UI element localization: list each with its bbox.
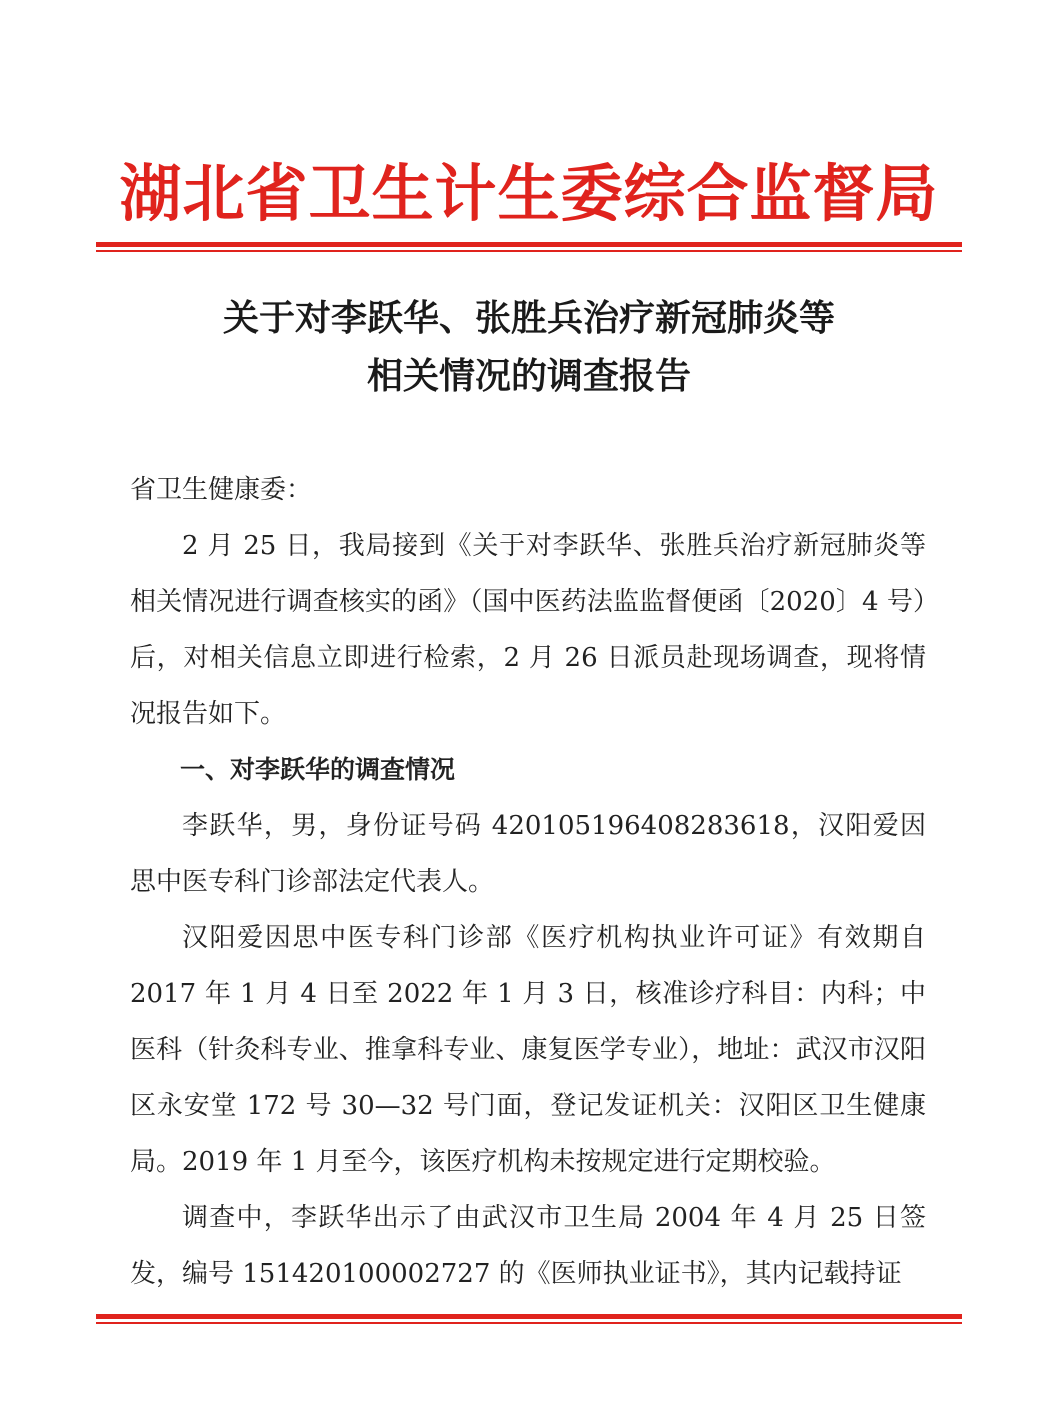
report-title-line-2: 相关情况的调查报告 bbox=[366, 356, 691, 397]
report-body bbox=[130, 462, 926, 1302]
section-heading-li-yuehua: 一、对李跃华的调查情况 bbox=[180, 755, 456, 784]
body-paragraph-certificate: 调查中，李跃华出示了由武汉市卫生局 2004 年 4 月 25 日签发，编号 151420100002727 的《医师执业证书》，其内记载持证 bbox=[130, 1203, 926, 1289]
header-rule-thin-line bbox=[96, 250, 962, 252]
organization-masthead: 湖北省卫生计生委综合监督局 bbox=[119, 157, 939, 230]
salutation: 省卫生健康委： bbox=[130, 475, 313, 505]
header-red-rule bbox=[96, 242, 962, 252]
footer-red-rule bbox=[96, 1314, 962, 1324]
footer-rule-thick-line bbox=[96, 1314, 962, 1319]
footer-rule-thin-line bbox=[96, 1322, 962, 1324]
body-paragraph-intro: 2 月 25 日，我局接到《关于对李跃华、张胜兵治疗新冠肺炎等相关情况进行调查核实的函》（国中医药法监监督便函〔2020〕4 号）后，对相关信息立即进行检索，2 月 26 日派员赴现场调查，现将情况报告如下。 bbox=[130, 531, 926, 729]
report-title-line-1: 关于对李跃华、张胜兵治疗新冠肺炎等 bbox=[222, 298, 835, 339]
body-paragraph-license: 汉阳爱因思中医专科门诊部《医疗机构执业许可证》有效期自 2017 年 1 月 4 日至 2022 年 1 月 3 日，核准诊疗科目：内科；中医科（针灸科专业、推拿科专业、康复医学专业），地址：武汉市汉阳区永安堂 172 号 30—32 号门面，登记发证机关：汉阳区卫生健康局。2019 年 1 月至今，该医疗机构未按规定进行定期校验。 bbox=[130, 923, 926, 1177]
header-rule-thick-line bbox=[96, 242, 962, 247]
body-paragraph-identity: 李跃华，男，身份证号码 420105196408283618，汉阳爱因思中医专科门诊部法定代表人。 bbox=[130, 811, 926, 897]
report-title bbox=[96, 290, 962, 406]
